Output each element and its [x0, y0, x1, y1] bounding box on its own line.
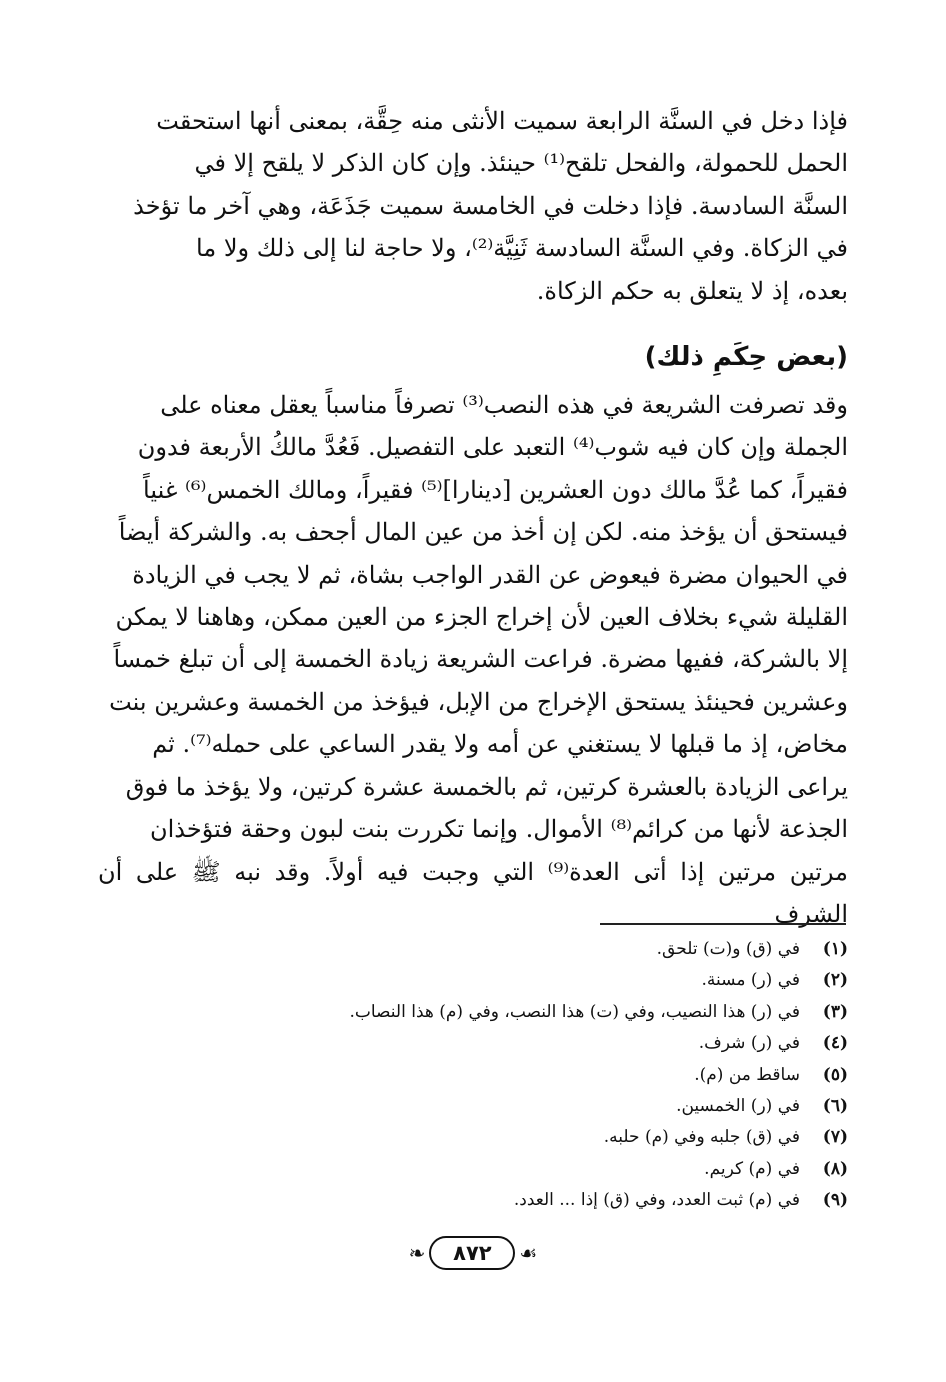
- footnote-text: في (ر) مسنة.: [701, 970, 800, 991]
- footnote-item: [148, 965, 848, 996]
- footnote-number: (٤): [822, 1033, 848, 1054]
- footnote-item: [148, 1091, 848, 1122]
- section-heading: (بعض حِكَمِ ذلك): [644, 342, 848, 373]
- footnote-text: ساقط من (م).: [694, 1064, 800, 1085]
- footnote-item: [148, 934, 848, 965]
- footnote-number: (١): [822, 939, 848, 959]
- right-ornament-icon: ☙: [519, 1241, 538, 1265]
- footnote-text: في (م) ثبت العدد، وفي (ق) إذا ... العدد.: [513, 1190, 800, 1211]
- paragraph-wisdom-of-nisab: وقد تصرفت الشريعة في هذه النصب⁽³⁾ تصرفاً مناسباً يعقل معناه على الجملة وإن كان فيه شوب⁽⁴⁾ التعبد على التفصيل. فَعُدَّ مالكُ الأربعة فدون فقيراً، كما عُدَّ مالك دون العشرين [دينارا]⁽⁵⁾ فقيراً، ومالك الخمس⁽⁶⁾ غنياً فيستحق أن يؤخذ منه. لكن إن أخذ من عين المال أجحف به. والشركة أيضاً في الحيوان مضرة فيعوض عن القدر الواجب بشاة، ثم لا يجب في الزيادة القليلة شيء بخلاف العين لأن إخراج الجزء من العين ممكن، وهاهنا لا يمكن إلا بالشركة، ففيها مضرة. فراعت الشريعة زيادة الخمسة إلى أن تبلغ خمساً وعشرين فحينئذ يستحق الإخراج من الإبل، فيؤخذ من الخمسة وعشرين بنت مخاض، إذ ما قبلها لا يستغني عن أمه ولا يقدر الساعي على حمله⁽⁷⁾. ثم يراعى الزيادة بالعشرة كرتين، ثم بالخمسة عشرة كرتين، ولا يؤخذ ما فوق الجذعة لأنها من كرائم⁽⁸⁾ الأموال. وإنما تكررت بنت لبون وحقة فتؤخذان مرتين مرتين إذا أتى العدة⁽⁹⁾ التي وجبت فيه أولاً. وقد نبه ﷺ على أن الشرف: [98, 391, 849, 928]
- footnote-text: في (ق) جلبه وفي (م) حلبه.: [603, 1127, 800, 1148]
- paragraph-camel-ages: فإذا دخل في السنَّة الرابعة سميت الأنثى منه حِقَّة، بمعنى أنها استحقت الحمل للحمولة، والفحل تلقح⁽¹⁾ حينئذ. وإن كان الذكر لا يلقح إلا في السنَّة السادسة. فإذا دخلت في الخامسة سميت جَذَعَة، وهي آخر ما تؤخذ في الزكاة. وفي السنَّة السادسة ثَنِيَّة⁽²⁾، ولا حاجة لنا إلى ذلك ولا ما بعده، إذ لا يتعلق به حكم الزكاة.: [133, 107, 848, 305]
- footnote-number: (٢): [822, 970, 848, 991]
- footnote-number: (٧): [822, 1127, 848, 1148]
- footnote-text: في (ر) هذا النصيب، وفي (ت) هذا النصب، وفي (م) هذا النصاب.: [349, 1001, 800, 1022]
- footnote-item: [148, 1154, 848, 1185]
- left-ornament-icon: ❧: [408, 1241, 426, 1265]
- footnotes-list: [148, 934, 848, 1217]
- footnote-number: (٦): [822, 1096, 848, 1117]
- page-number-block: [0, 1236, 946, 1270]
- footnote-text: في (ر) الخمسين.: [676, 1096, 800, 1117]
- footnote-text: في (م) كريم.: [704, 1158, 800, 1179]
- footnote-item: [148, 1122, 848, 1153]
- footnote-item: [148, 997, 848, 1028]
- footnote-item: [148, 1060, 848, 1091]
- footnote-number: (٩): [822, 1190, 848, 1211]
- footnote-text: في (ق) و(ت) تلحق.: [656, 939, 800, 959]
- footnote-item: [148, 1185, 848, 1216]
- footnote-number: (٨): [822, 1158, 848, 1179]
- footnote-number: (٣): [822, 1001, 848, 1022]
- footnote-number: (٥): [822, 1064, 848, 1085]
- main-text: [98, 100, 848, 935]
- footnote-item: [148, 1028, 848, 1059]
- footnote-text: في (ر) شرف.: [698, 1033, 800, 1054]
- footnote-divider: [600, 923, 846, 925]
- page-number: ٨٧٢: [429, 1236, 515, 1270]
